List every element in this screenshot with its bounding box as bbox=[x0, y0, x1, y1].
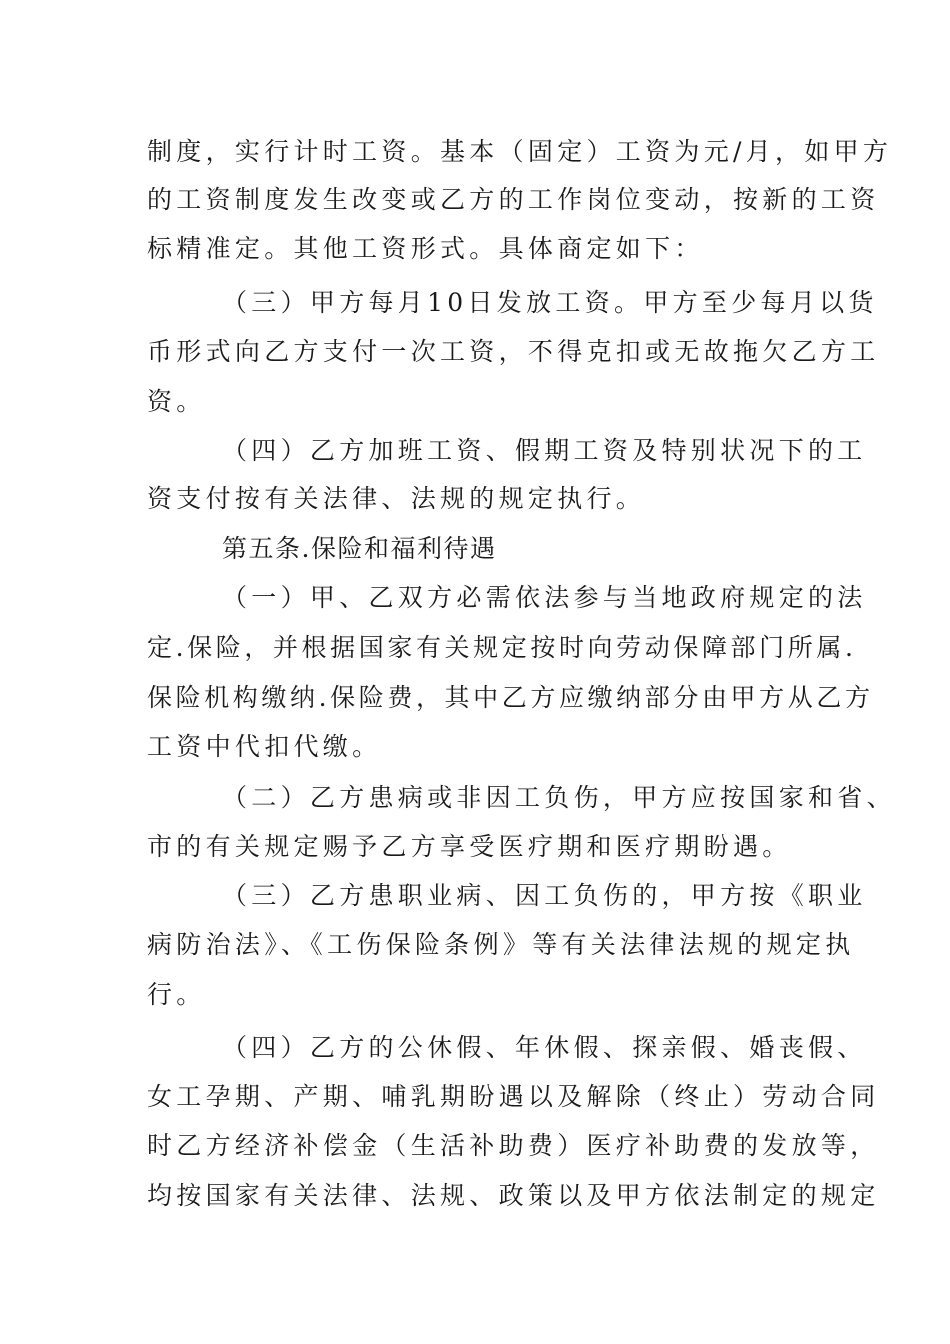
text-line: 工资中代扣代缴。 bbox=[147, 732, 382, 761]
text-line: 制度，实行计时工资。基本（固定）工资为元/月，如甲方 bbox=[147, 137, 893, 166]
paragraph-start-line: （二）乙方患病或非因工负伤，甲方应按国家和省、 bbox=[222, 783, 896, 812]
paragraph-start-line: （一）甲、乙双方必需依法参与当地政府规定的法 bbox=[222, 583, 867, 612]
paragraph-start-line: （三）甲方每月10日发放工资。甲方至少每月以货 bbox=[222, 288, 878, 317]
paragraph-start-line: （四）乙方加班工资、假期工资及特别状况下的工 bbox=[222, 436, 867, 465]
section-heading: 第五条.保险和福利待遇 bbox=[222, 534, 497, 563]
text-line: 标精准定。其他工资形式。具体商定如下： bbox=[147, 234, 704, 263]
text-line: 时乙方经济补偿金（生活补助费）医疗补助费的发放等， bbox=[147, 1131, 880, 1160]
text-line: 保险机构缴纳.保险费，其中乙方应缴纳部分由甲方从乙方 bbox=[147, 683, 874, 712]
text-line: 的工资制度发生改变或乙方的工作岗位变动，按新的工资 bbox=[147, 185, 880, 214]
text-line: 均按国家有关法律、法规、政策以及甲方依法制定的规定 bbox=[147, 1181, 880, 1210]
text-line: 资支付按有关法律、法规的规定执行。 bbox=[147, 484, 646, 513]
text-line: 市的有关规定赐予乙方享受医疗期和医疗期盼遇。 bbox=[147, 832, 792, 861]
text-line: 女工孕期、产期、哺乳期盼遇以及解除（终止）劳动合同 bbox=[147, 1082, 880, 1111]
paragraph-start-line: （四）乙方的公休假、年休假、探亲假、婚丧假、 bbox=[222, 1033, 867, 1062]
text-line: 币形式向乙方支付一次工资，不得克扣或无故拖欠乙方工 bbox=[147, 337, 880, 366]
text-line: 病防治法》、《工伤保险条例》等有关法律法规的规定执 bbox=[147, 930, 855, 959]
paragraph-start-line: （三）乙方患职业病、因工负伤的，甲方按《职业 bbox=[222, 881, 867, 910]
text-line: 资。 bbox=[147, 387, 206, 416]
text-line: 定.保险，并根据国家有关规定按时向劳动保障部门所属. bbox=[147, 633, 857, 662]
text-line: 行。 bbox=[147, 980, 206, 1009]
